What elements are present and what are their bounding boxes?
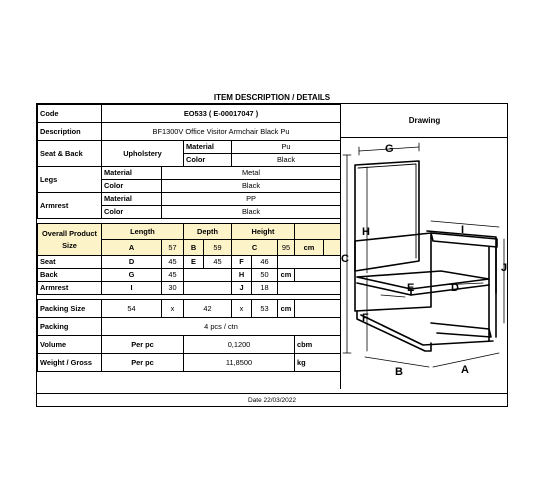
- seat-cushion: [357, 283, 489, 295]
- volume-per: Per pc: [102, 336, 184, 354]
- chair-drawing: [341, 137, 508, 389]
- row-weight: [38, 354, 341, 372]
- drawing-label: Drawing: [340, 104, 508, 138]
- drawing-letter-e: E: [407, 282, 415, 294]
- seat-back-label: Seat & Back: [38, 141, 102, 167]
- dim-value-c: 95: [278, 240, 295, 256]
- drawing-letter-g: G: [385, 143, 394, 155]
- row-description: [38, 123, 341, 141]
- packing-unit: cm: [278, 300, 295, 318]
- dim-letter-g: G: [102, 269, 162, 282]
- drawing-letter-b: B: [395, 366, 403, 378]
- drawing-letter-c: C: [341, 253, 349, 265]
- sled-base-right: [431, 323, 491, 337]
- dim-letter-e: E: [184, 256, 204, 269]
- row-armrest-dim: [38, 282, 341, 295]
- row-legs-material: [38, 167, 341, 180]
- packing-size-label: Packing Size: [38, 300, 102, 318]
- weight-per: Per pc: [102, 354, 184, 372]
- packing-label: Packing: [38, 318, 102, 336]
- packing-width: 42: [184, 300, 232, 318]
- dim-value-a: 57: [162, 240, 184, 256]
- dim-value-e: 45: [204, 256, 232, 269]
- height-header: Height: [232, 224, 295, 240]
- armrest-material-label: Material: [102, 193, 162, 206]
- dim-letter-b: B: [184, 240, 204, 256]
- armrest-color-label: Color: [102, 206, 162, 219]
- row-packing-size: [38, 300, 341, 318]
- packing-x2: x: [232, 300, 252, 318]
- backrest-shape: [355, 161, 419, 271]
- volume-unit: cbm: [295, 336, 341, 354]
- dim-letter-h: H: [232, 269, 252, 282]
- packing-length: 54: [102, 300, 162, 318]
- drawing-letter-d: D: [451, 282, 459, 294]
- row-seat: [38, 256, 341, 269]
- armrest-dim-label: Armrest: [38, 282, 102, 295]
- dim-letter-c: C: [232, 240, 278, 256]
- seat-dim-label: Seat: [38, 256, 102, 269]
- legs-color-label: Color: [102, 180, 162, 193]
- armrest-material-value: PP: [162, 193, 341, 206]
- length-header: Length: [102, 224, 184, 240]
- packing-value: 4 pcs / ctn: [102, 318, 341, 336]
- seat-shape: [357, 271, 489, 289]
- legs-label: Legs: [38, 167, 102, 193]
- dim-value-i: 30: [162, 282, 184, 295]
- row-dimension-header: [38, 224, 341, 240]
- dim-value-g: 45: [162, 269, 184, 282]
- seat-material-value: Pu: [232, 141, 341, 154]
- spec-sheet: [36, 103, 508, 407]
- seat-color-value: Black: [232, 154, 341, 167]
- dimension-lines: [343, 143, 504, 367]
- row-packing: [38, 318, 341, 336]
- weight-unit: kg: [295, 354, 341, 372]
- volume-value: 0,1200: [184, 336, 295, 354]
- spec-table: [37, 104, 341, 372]
- weight-value: 11,8500: [184, 354, 295, 372]
- seat-color-label: Color: [184, 154, 232, 167]
- dim-unit-back: cm: [278, 269, 295, 282]
- volume-label: Volume: [38, 336, 102, 354]
- dim-letter-j: J: [232, 282, 252, 295]
- weight-label: Weight / Gross: [38, 354, 102, 372]
- dim-letter-d: D: [102, 256, 162, 269]
- dim-value-j: 18: [252, 282, 278, 295]
- sheet-title: ITEM DESCRIPTION / DETAILS: [213, 93, 331, 102]
- seat-material-label: Material: [184, 141, 232, 154]
- description-label: Description: [38, 123, 102, 141]
- drawing-letter-a: A: [461, 364, 469, 376]
- dim-letter-i: I: [102, 282, 162, 295]
- dim-value-d: 45: [162, 256, 184, 269]
- dim-letter-f: F: [232, 256, 252, 269]
- packing-x1: x: [162, 300, 184, 318]
- dim-value-f: 46: [252, 256, 278, 269]
- drawing-letter-f: F: [362, 312, 369, 324]
- row-back: [38, 269, 341, 282]
- drawing-letter-h: H: [362, 226, 370, 238]
- armrest-label: Armrest: [38, 193, 102, 219]
- dim-letter-a: A: [102, 240, 162, 256]
- row-volume: [38, 336, 341, 354]
- dim-value-h: 50: [252, 269, 278, 282]
- packing-height: 53: [252, 300, 278, 318]
- row-code: [38, 105, 341, 123]
- upholstery-label: Upholstery: [102, 141, 184, 167]
- legs-material-label: Material: [102, 167, 162, 180]
- code-value: EO533 ( E-00017047 ): [102, 105, 341, 123]
- legs-color-value: Black: [162, 180, 341, 193]
- date-footer: Date 22/03/2022: [37, 393, 507, 408]
- back-dim-label: Back: [38, 269, 102, 282]
- dim-value-b: 59: [204, 240, 232, 256]
- legs-material-value: Metal: [162, 167, 341, 180]
- drawing-letter-j: J: [501, 262, 508, 274]
- code-label: Code: [38, 105, 102, 123]
- drawing-area: [340, 137, 508, 389]
- depth-header: Depth: [184, 224, 232, 240]
- armrest-color-value: Black: [162, 206, 341, 219]
- drawing-letter-i: I: [461, 224, 465, 236]
- overall-size-label: Overall Product Size: [38, 224, 102, 256]
- row-seat-back-material: [38, 141, 341, 154]
- row-armrest-material: [38, 193, 341, 206]
- dim-unit-overall: cm: [295, 240, 324, 256]
- description-value: BF1300V Office Visitor Armchair Black Pu: [102, 123, 341, 141]
